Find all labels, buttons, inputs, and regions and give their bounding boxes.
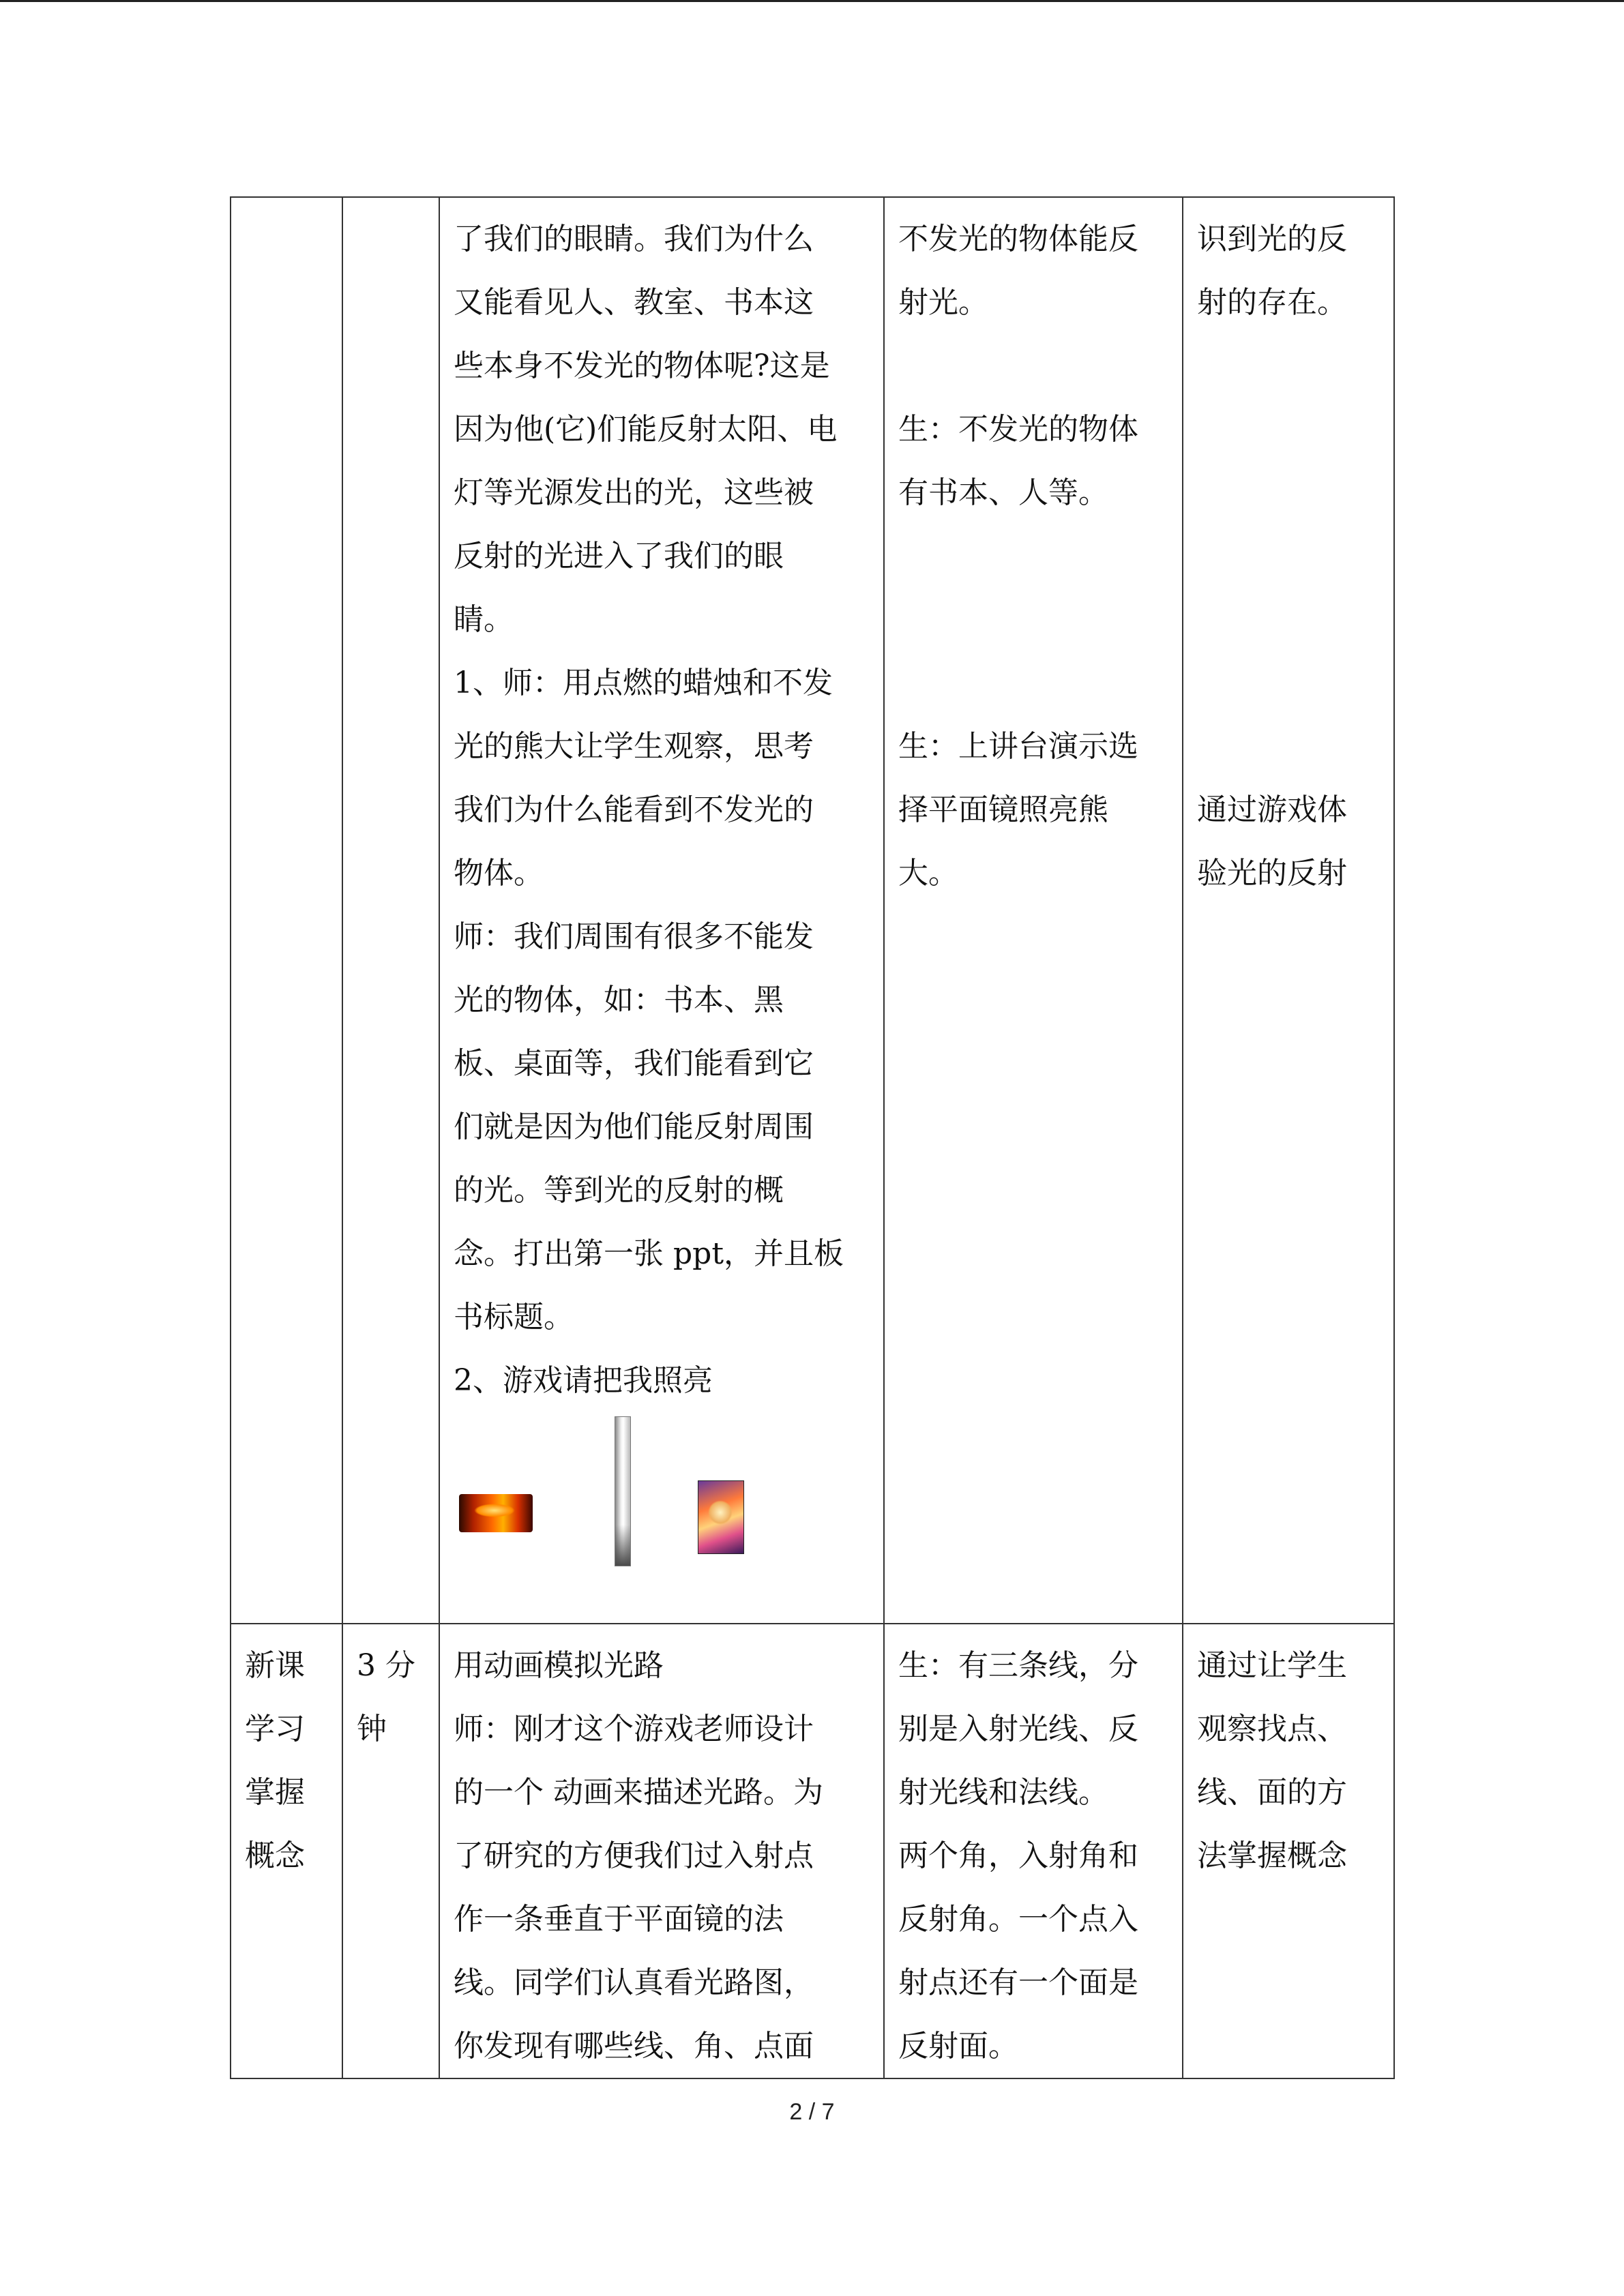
text-line: 们就是因为他们能反射周围 <box>454 1109 814 1144</box>
cell-teacher-activity <box>439 1624 884 2078</box>
text-line: 光的熊大让学生观察，思考 <box>454 729 814 764</box>
text-line: 用动画模拟光路 <box>454 1648 664 1683</box>
text-line: 两个角，入射角和 <box>898 1838 1138 1873</box>
text-line: 新课 <box>245 1648 305 1683</box>
text-line: 不发光的物体能反 <box>898 222 1138 256</box>
text-line: 射光线和法线。 <box>898 1775 1108 1810</box>
cell-design-intent <box>1183 197 1394 1624</box>
plane-mirror-image <box>615 1416 631 1566</box>
cell-stage <box>231 1624 342 2078</box>
cell-teacher-activity <box>439 197 884 1624</box>
text-line: 念。打出第一张 ppt，并且板 <box>454 1236 844 1271</box>
text-line: 物体。 <box>454 856 544 891</box>
text-line: 通过游戏体 <box>1197 792 1347 827</box>
text-line: 线。同学们认真看光路图， <box>454 1965 814 2000</box>
text-line: 板、桌面等，我们能看到它 <box>454 1046 814 1081</box>
game-illustration <box>454 1412 871 1579</box>
text-line: 择平面镜照亮熊 <box>898 792 1108 827</box>
spacer <box>898 334 1170 398</box>
text-line: 反射面。 <box>898 2029 1018 2063</box>
text-line: 射的存在。 <box>1197 285 1347 320</box>
table-row-new-lesson <box>231 1624 1394 2078</box>
text-line: 的一个 动画来描述光路。为 <box>454 1775 823 1810</box>
text-line: 我们为什么能看到不发光的 <box>454 792 814 827</box>
table-row-continuation <box>231 197 1394 1624</box>
cell-time <box>342 197 439 1624</box>
text-line: 了我们的眼睛。我们为什么 <box>454 222 814 256</box>
cell-stage <box>231 197 342 1624</box>
text-line: 别是入射光线、反 <box>898 1712 1138 1746</box>
text-line: 观察找点、 <box>1197 1712 1347 1746</box>
cell-design-intent <box>1183 1624 1394 2078</box>
text-line: 光的物体，如：书本、黑 <box>454 983 784 1017</box>
text-line: 生：不发光的物体 <box>898 412 1138 447</box>
text-line: 概念 <box>245 1838 305 1873</box>
text-line: 了研究的方便我们过入射点 <box>454 1838 814 1873</box>
text-line: 些本身不发光的物体呢?这是 <box>454 348 830 383</box>
text-line: 大。 <box>898 856 958 891</box>
text-line: 师：刚才这个游戏老师设计 <box>454 1712 814 1746</box>
text-line: 睛。 <box>454 602 514 637</box>
text-line: 作一条垂直于平面镜的法 <box>454 1902 784 1937</box>
text-line: 2、游戏请把我照亮 <box>454 1363 713 1398</box>
text-line: 1、师：用点燃的蜡烛和不发 <box>454 666 833 700</box>
spacer <box>1197 334 1381 778</box>
text-line: 你发现有哪些线、角、点面 <box>454 2029 814 2063</box>
text-line: 3 分 <box>357 1648 415 1683</box>
text-line: 因为他(它)们能反射太阳、电 <box>454 412 838 447</box>
text-line: 灯等光源发出的光，这些被 <box>454 475 814 510</box>
text-line: 生：有三条线，分 <box>898 1648 1138 1683</box>
bear-toy-image <box>698 1480 744 1554</box>
text-line: 学习 <box>245 1712 305 1746</box>
text-line: 法掌握概念 <box>1197 1838 1347 1873</box>
page-number: 2 / 7 <box>789 2099 835 2125</box>
text-line: 线、面的方 <box>1197 1775 1347 1810</box>
text-line: 反射的光进入了我们的眼 <box>454 539 784 573</box>
text-line: 掌握 <box>245 1775 305 1810</box>
text-line: 生：上讲台演示选 <box>898 729 1138 764</box>
text-line: 书标题。 <box>454 1300 574 1335</box>
text-line: 钟 <box>357 1712 387 1746</box>
page-top-rule <box>0 0 1624 2</box>
cell-student-activity <box>884 1624 1183 2078</box>
text-line: 通过让学生 <box>1197 1648 1347 1683</box>
text-line: 验光的反射 <box>1197 856 1347 891</box>
candle-flame-image <box>459 1494 533 1532</box>
cell-time <box>342 1624 439 2078</box>
lesson-plan-table <box>230 196 1395 2079</box>
text-line: 射点还有一个面是 <box>898 1965 1138 2000</box>
spacer <box>898 524 1170 715</box>
text-line: 反射角。一个点入 <box>898 1902 1138 1937</box>
cell-student-activity <box>884 197 1183 1624</box>
text-line: 射光。 <box>898 285 988 320</box>
text-line: 有书本、人等。 <box>898 475 1108 510</box>
text-line: 又能看见人、教室、书本这 <box>454 285 814 320</box>
text-line: 师：我们周围有很多不能发 <box>454 919 814 954</box>
text-line: 的光。等到光的反射的概 <box>454 1173 784 1208</box>
text-line: 识到光的反 <box>1197 222 1347 256</box>
